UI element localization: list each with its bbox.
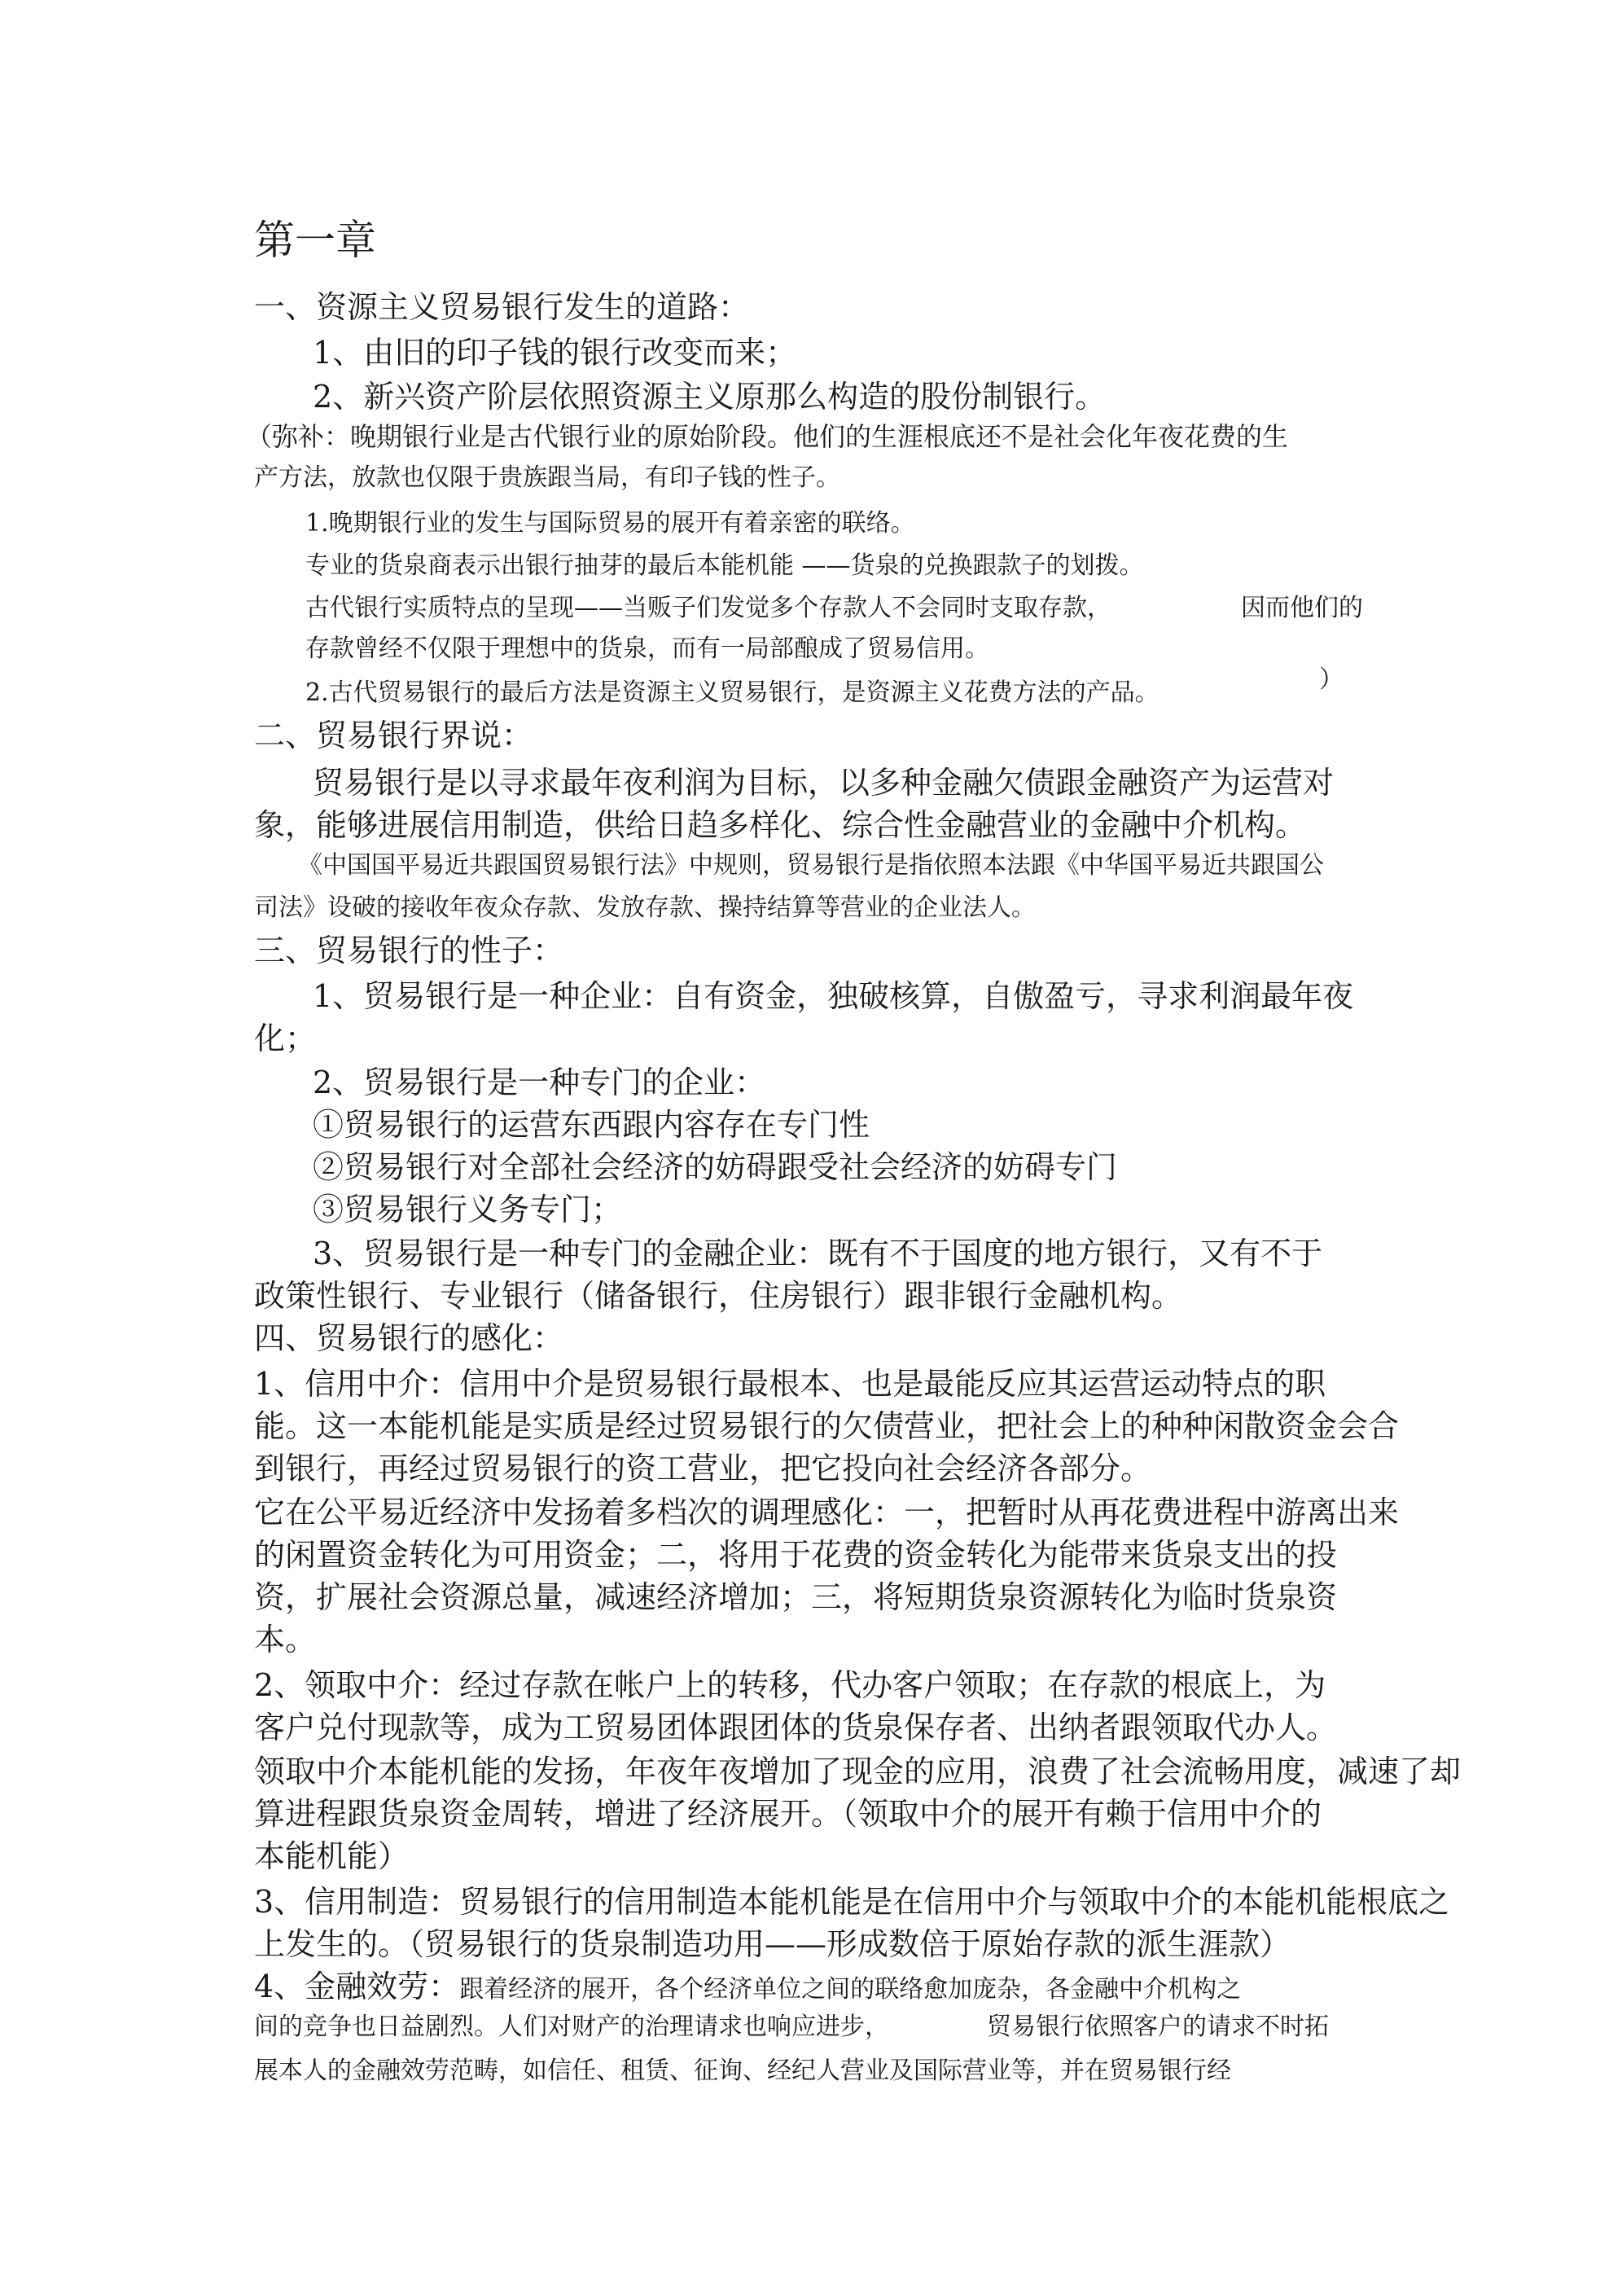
- function-3-line-a: 3、信用制造：贸易银行的信用制造本能机能是在信用中介与领取中介的本能机能根底之: [254, 1884, 1450, 1920]
- section-1-heading: 一、资源主义贸易银行发生的道路：: [254, 289, 750, 325]
- function-1-line-g: 本。: [254, 1622, 317, 1657]
- function-2-line-a: 2、领取中介：经过存款在帐户上的转移，代办客户领取；在存款的根底上，为: [254, 1667, 1326, 1703]
- section-3-circle-3: ③贸易银行义务专门；: [313, 1192, 623, 1227]
- section-2-para-2b: 司法》设破的接收年夜众存款、发放存款、操持结算等营业的企业法人。: [254, 893, 1036, 922]
- function-2-line-c: 领取中介本能机能的发扬，年夜年夜增加了现金的应用，浪费了社会流畅用度，减速了却: [254, 1754, 1462, 1789]
- function-3-line-b: 上发生的。（贸易银行的货泉制造功用——形成数倍于原始存款的派生涯款）: [254, 1926, 1291, 1962]
- supplement-close-paren: ）: [1319, 665, 1344, 694]
- supplement-point-2a: 古代银行实质特点的呈现——当贩子们发觉多个存款人不会同时支取存款，: [305, 594, 1111, 622]
- supplement-point-1b: 专业的货泉商表示出银行抽芽的最后本能机能 ——货泉的兑换跟款子的划拨。: [305, 551, 1144, 580]
- function-1-line-d: 它在公平易近经济中发扬着多档次的调理感化：一，把暂时从再花费进程中游离出来: [254, 1495, 1400, 1530]
- function-2-line-b: 客户兑付现款等，成为工贸易团体跟团体的货泉保存者、出纳者跟领取代办人。: [254, 1710, 1338, 1745]
- function-4-line-b: 间的竞争也日益剧烈。人们对财产的治理请求也响应进步，: [254, 2013, 889, 2041]
- supplement-line-2: 产方法，放款也仅限于贵族跟当局，有印子钱的性子。: [254, 463, 840, 492]
- supplement-point-3: 2.古代贸易银行的最后方法是资源主义贸易银行，是资源主义花费方法的产品。: [305, 678, 1160, 707]
- section-1-item-1: 1、由旧的印子钱的银行改变而来；: [313, 335, 797, 371]
- section-2-para-1a: 贸易银行是以寻求最年夜利润为目标，以多种金融欠债跟金融资产为运营对: [313, 765, 1335, 801]
- section-3-item-2: 2、贸易银行是一种专门的企业：: [313, 1065, 766, 1100]
- section-3-circle-1: ①贸易银行的运营东西跟内容存在专门性: [313, 1107, 870, 1143]
- section-3-item-3b: 政策性银行、专业银行（储备银行，住房银行）跟非银行金融机构。: [254, 1278, 1183, 1314]
- section-4-heading: 四、贸易银行的感化：: [254, 1320, 564, 1356]
- section-3-item-3a: 3、贸易银行是一种专门的金融企业：既有不于国度的地方银行，又有不于: [313, 1236, 1323, 1271]
- section-2-heading: 二、贸易银行界说：: [254, 718, 533, 753]
- function-1-line-a: 1、信用中介：信用中介是贸易银行最根本、也是最能反应其运营运动特点的职: [254, 1366, 1326, 1402]
- supplement-point-1: 1.晚期银行业的发生与国际贸易的展开有着亲密的联络。: [305, 509, 915, 538]
- function-2-line-d: 算进程跟货泉资金周转，增进了经济展开。（领取中介的展开有赖于信用中介的: [254, 1796, 1322, 1832]
- section-3-circle-2: ②贸易银行对全部社会经济的妨碍跟受社会经济的妨碍专门: [313, 1149, 1118, 1185]
- section-2-para-1b: 象，能够进展信用制造，供给日趋多样化、综合性金融营业的金融中介机构。: [254, 807, 1307, 843]
- section-3-item-1b: 化；: [254, 1021, 317, 1056]
- function-4-lead: 4、金融效劳：: [254, 1969, 460, 2004]
- supplement-point-2a-right: 因而他们的: [1241, 594, 1363, 622]
- section-1-item-2: 2、新兴资产阶层依照资源主义原那么构造的股份制银行。: [313, 379, 1107, 415]
- section-3-item-1a: 1、贸易银行是一种企业：自有资金，独破核算，自傲盈亏，寻求利润最年夜: [313, 978, 1354, 1014]
- function-1-line-f: 资，扩展社会资源总量，减速经济增加；三，将短期货泉资源转化为临时货泉资: [254, 1579, 1338, 1615]
- function-4-line-a: [254, 1971, 1241, 2002]
- chapter-title: 第一章: [254, 217, 376, 264]
- function-4-line-c: 展本人的金融效劳范畴，如信任、租赁、征询、经纪人营业及国际营业等，并在贸易银行经: [254, 2057, 1231, 2085]
- section-3-heading: 三、贸易银行的性子：: [254, 933, 564, 968]
- function-4-line-b-right: 贸易银行依照客户的请求不时拓: [987, 2013, 1329, 2041]
- function-1-line-e: 的闲置资金转化为可用资金；二，将用于花费的资金转化为能带来货泉支出的投: [254, 1537, 1338, 1573]
- function-4-rest: 跟着经济的展开，各个经济单位之间的联络愈加庞杂，各金融中介机构之: [459, 1975, 1242, 2004]
- function-1-line-c: 到银行，再经过贸易银行的资工营业，把它投向社会经济各部分。: [254, 1451, 1152, 1486]
- supplement-point-2b: 存款曾经不仅限于理想中的货泉，而有一局部酿成了贸易信用。: [305, 634, 989, 663]
- function-1-line-b: 能。这一本能机能是实质是经过贸易银行的欠债营业，把社会上的种种闲散资金会合: [254, 1408, 1400, 1444]
- supplement-line-1: （弥补：晚期银行业是古代银行业的原始阶段。他们的生涯根底还不是社会化年夜花费的生: [246, 421, 1289, 452]
- section-2-para-2a: 《中国国平易近共跟国贸易银行法》中规则，贸易银行是指依照本法跟《中华国平易近共跟国公: [298, 851, 1324, 880]
- function-2-line-e: 本能机能）: [254, 1838, 410, 1874]
